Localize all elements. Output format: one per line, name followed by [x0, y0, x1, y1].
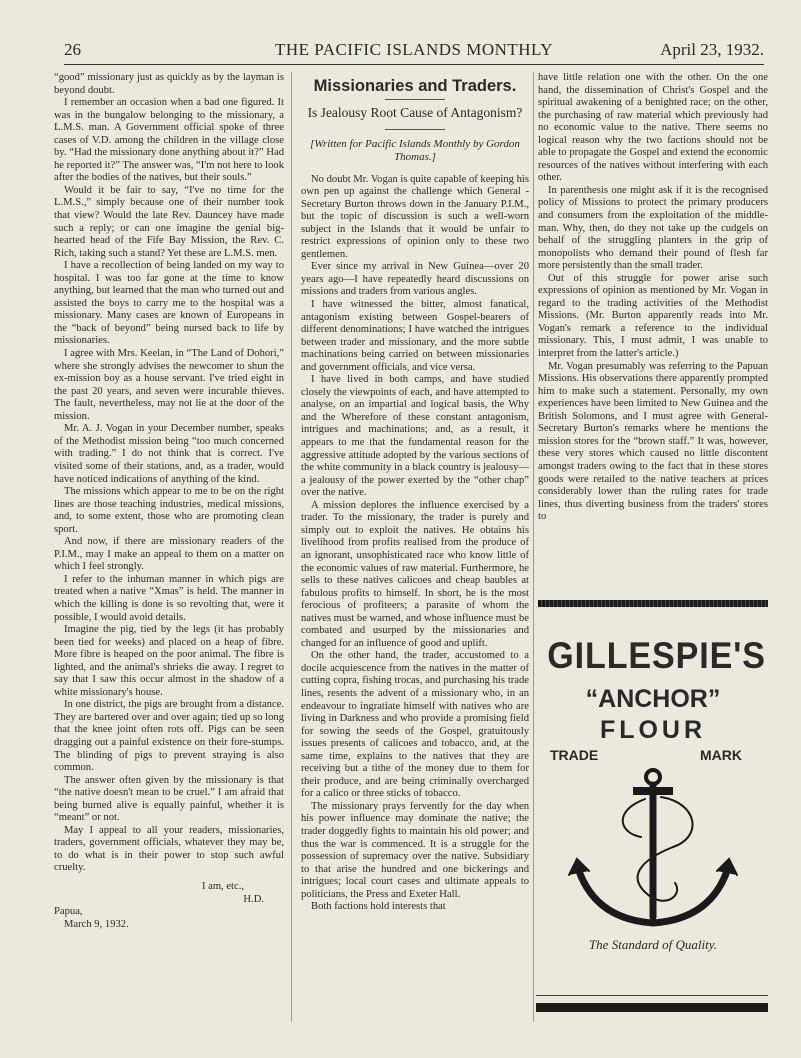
ad-bottom-border	[536, 1003, 768, 1012]
paragraph: Would it be fair to say, “I've no time for the L.M.S.,” simply because one of their number took that view? Would the late Rev. Dauncey have made such a reply; or can one imagine the genial big-hearted head of the Fife Bay Mission, the Rev. C. Rich, taking such a stand? Yet these are L.M.S. men.	[54, 184, 284, 259]
paragraph: Imagine the pig, tied by the legs (it has probably been tied for weeks) and placed on a heap of fibre. More fibre is heaped on the poor animal. The fibre is lighted, and the animal's shrieks die away. I regret to say that I saw this occur almost in the shadow of a white missionary's house.	[54, 624, 284, 698]
trade-mark-row	[538, 747, 768, 767]
paragraph: have little relation one with the other. On the one hand, the dissemination of Christ's Gospel and the spiritual awakening of a benighted race; on the other, the purchasing of raw material which previously had no economic value to the native. There seems no logical reason why the two factions should not be able to propagate the Gospel and extend the economic resources of the natives without interfering with each other.	[538, 72, 768, 184]
article-title: Missionaries and Traders.	[313, 77, 517, 95]
paragraph: Both factions hold interests that	[311, 901, 446, 913]
ad-product: “ANCHOR”	[585, 685, 721, 713]
page-number: 26	[64, 40, 81, 59]
issue-date: April 23, 1932.	[660, 40, 764, 59]
paragraph: On the other hand, the trader, accustomed to a docile acquiescence from the natives in the matter of cutting copra, fishing trocas, and purchasing his trade lines, resents the advent of a missionary who, in an endeavour to ingratiate himself with natives who are living in Darkness and who provide a promising field for sowing the seeds of the Gospel, gratuitously issues presents of calicoes and tobacco, and, at the same time, explains to the natives that they are receiving but a tithe of the money due to them for their produce, and are being criminally overcharged for a calico or three sticks of tobacco.	[301, 650, 529, 800]
page-header	[64, 40, 764, 62]
paragraph: The missions which appear to me to be on the right lines are those teaching industries, medical missions, and, to some extent, those who are promoting clean sport.	[54, 486, 284, 535]
paragraph: No doubt Mr. Vogan is quite capable of keeping his own pen up against the challenge which General - Secretary Burton throws down in the January P.I.M., but the topic of discussion is such a well-worn subject in the Islands that it would be unfair to restrict expressions of opinion only to these two gentlemen.	[301, 173, 529, 260]
column-divider	[533, 72, 534, 1022]
paragraph: Ever since my arrival in New Guinea—over 20 years ago—I have repeatedly heard discussions on missions and traders from various angles.	[301, 261, 529, 298]
article-byline: [Written for Pacific Islands Monthly by Gordon Thomas.]	[310, 137, 520, 163]
ad-item: FLOUR	[599, 716, 707, 744]
letter-signature: H.D.	[243, 893, 264, 905]
paragraph: I refer to the inhuman manner in which pigs are treated when a native “Xmas” is held. The manner in which the killing is done is so revolting that, were it possible, I would avoid details.	[54, 573, 284, 623]
paragraph: The answer often given by the missionary is that “the native doesn't mean to be cruel.” I am afraid that being burned alive is equally painful, whether it is “meant” or not.	[54, 774, 284, 824]
article-subtitle: Is Jealousy Root Cause of Antagonism?	[307, 104, 523, 120]
paragraph: I have lived in both camps, and have studied closely the viewpoints of each, and have attempted to analyse, on an impartial and logical basis, the Why and the Wherefore of these constant antagonism, intrigues and machinations; and, as a result, it appears to me that the fundamental reason for the aggressive attitude adopted by the various sections of the white community in a black country is jealousy—a jealousy of the power exerted by the “other chap” over the native.	[301, 374, 529, 499]
paragraph: I remember an occasion when a bad one figured. It was in the bungalow belonging to the missionary, a L.M.S. man. A Government official spoke of three cases of V.D. among the children in the village close by. “Had the missionary done anything about it?” Had he reported it?” The answer was, “I'm not here to look after the bodies of the natives, but their souls.”	[54, 97, 284, 184]
paragraph: And now, if there are missionary readers of the P.I.M., may I make an appeal to them on a matter on which I feel strongly.	[54, 536, 284, 573]
paragraph: In one district, the pigs are brought from a distance. They are bartered over and over again; tied up so long that the knee joint often rots off. Pigs can be seen dragging out a painful existence on their fore-stumps. The blinding of pigs to prevent straying is also common.	[54, 699, 284, 774]
paragraph: “good” missionary just as quickly as by the layman is beyond doubt.	[54, 72, 284, 96]
ad-brand: GILLESPIE'S	[547, 635, 766, 676]
ad-top-border	[538, 600, 768, 607]
letter-place: Papua,	[54, 906, 83, 918]
trade-label: TRADE	[550, 747, 599, 763]
letter-date: March 9, 1932.	[64, 918, 129, 930]
publication-title: THE PACIFIC ISLANDS MONTHLY	[275, 40, 553, 59]
mark-label: MARK	[700, 747, 742, 763]
paragraph: Out of this struggle for power arise such expressions of opinion as mentioned by Mr. Vogan in regard to the trading activities of the Methodist Missions. (Mr. Burton apparently reads into Mr. Vogan's remark a reference to the individual missionary. This, I must admit, I was unable to interpret from the latter's article.)	[538, 272, 768, 360]
paragraph: Mr. Vogan presumably was referring to the Papuan Missions. His observations there apparently prompted him to make such a statement. Personally, my own experiences have been limited to New Guinea and the British Solomons, and I must agree with General-Secretary Burton's remarks where he mentions the mission stores for the “brown staff.” It was, however, these very stores which caused no little discontent amongst traders owing to the fact that in these stores goods were retailed to the native teachers at prices considerably lower than the ruling rates for trade lines, thus diverting business from the traders' stores to	[538, 360, 768, 523]
article-column	[301, 72, 529, 914]
title-rule	[385, 99, 445, 100]
column-divider	[291, 72, 292, 1022]
subtitle-rule	[385, 129, 445, 130]
ad-bottom-rule	[536, 995, 768, 996]
ad-slogan: The Standard of Quality.	[588, 937, 718, 952]
flour-advertisement	[538, 600, 768, 1020]
paragraph: A mission deplores the influence exercised by a trader. To the missionary, the trader is purely and simply out to exploit the natives. He obtains his livelihood from profits realised from the produce of an ignorant, unsophisticated race who know little of the economic values of raw material. Furthermore, he sells to these natives calicoes and cheap baubles at fabulous profits to himself. In short, he is the most ferocious of profiteers; a parasite of whom the natives must be warned, and whose influence must be combated and usurped by the missionaries and changed for an influence of good and uplift.	[301, 499, 529, 649]
paragraph: I have witnessed the bitter, almost fanatical, antagonism existing between Gospel-bearers of different denominations; I have watched the intrigues between trader and missionary, and the more subtle machinations being carried on between missionaries and government officials, and vice versa.	[301, 299, 529, 373]
paragraph: The missionary prays fervently for the day when his power influence may dominate the native; the trader doggedly fights to maintain his old power; and thus the war is commenced. It is a struggle for the possession of supremacy over the native. Subsidiary to that arise the hundred and one bickerings and intrigues; local court cases and ultimate appeals to politicians, the Press and Exeter Hall.	[301, 800, 529, 900]
paragraph: I agree with Mrs. Keelan, in “The Land of Dohori,” where she strongly advises the newcomer to shun the ex-mission boy as a house servant. I've tried eight in the past 20 years, and seven were incurable thieves. The fault, nevertheless, may not lie at the door of the mission.	[54, 348, 284, 422]
paragraph: In parenthesis one might ask if it is the recognised policy of Missions to protect the primary producers and consumers from the exploitation of the middle-man. Why, then, do they not take up the cudgels on behalf of the struggling planters in the grip of monopolists who demand their pound of flesh far more persistently than the small trader.	[538, 184, 768, 272]
paragraph: I have a recollection of being landed on my way to hospital. I was too far gone at the time to know anything, but learned that the man who turned out and assisted the boys to carry me to the hospital was a missionary. Many cases are known of Europeans in the “back of beyond” being nursed back to life by missionaries.	[54, 260, 284, 347]
letter-column	[54, 72, 284, 931]
paragraph: May I appeal to all your readers, missionaries, traders, government officials, whatever they may be, to do what is in their power to stop such awful cruelty.	[54, 824, 284, 874]
paragraph: Mr. A. J. Vogan in your December number, speaks of the Methodist mission being “too much concerned with trading.” I do not think that is correct. I've visited some of their stations, and, as a trader, would have noticed indications of anything of the kind.	[54, 423, 284, 485]
header-rule	[64, 64, 764, 65]
anchor-icon	[563, 767, 743, 935]
article-continuation-column	[538, 72, 768, 524]
letter-closing: I am, etc.,	[201, 881, 244, 892]
